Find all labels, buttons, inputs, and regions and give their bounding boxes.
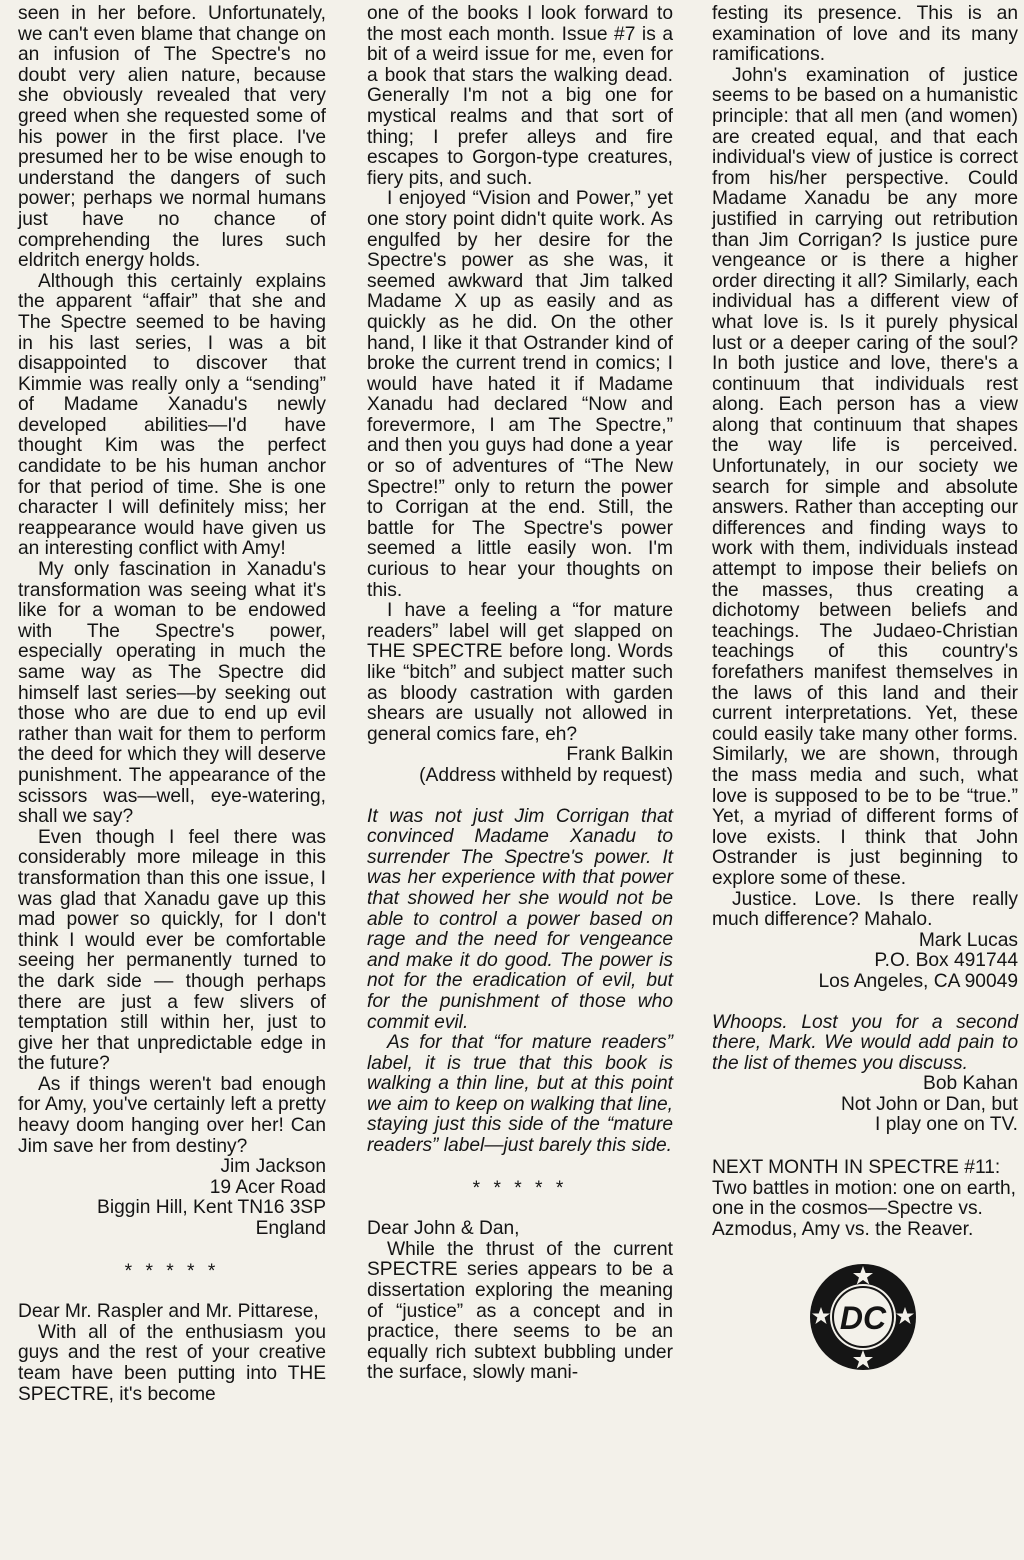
- letter-paragraph: one of the books I look forward to the most each month. Issue #7 is a bit of a weird issue for me, even for a book that stars the walking dead. Generally I'm not a big one for mystical realms and that sort of thing; I prefer alleys and fire escapes to Gorgon-type creatures, fiery pits, and such.: [367, 3, 673, 189]
- signature-line: Frank Balkin: [566, 744, 673, 766]
- editor-reply: It was not just Jim Corrigan that convinced Madame Xanadu to surrender The Spectre's power. It was her experience with that power that showed her she would not be able to control a power based on rage and the need for vengeance and make it do good. The power is not for the eradication of evil, but for the punishment of those who commit evil.: [367, 805, 673, 1033]
- letter-paragraph: festing its presence. This is an examination of love and its many ramifications.: [712, 3, 1018, 66]
- letter-paragraph: Although this certainly explains the apparent “affair” that she and The Spectre seemed to be having in his last series, I was a bit disappointed to discover that Kimmie was really only a “sending” of Madame Xanadu's newly developed abilities—I'd have thought Kim was the perfect candidate to be his human anchor for that period of time. She is one character I will definitely miss; her reappearance would have given us an interesting conflict with Amy!: [18, 270, 326, 560]
- letter-paragraph: I have a feeling a “for mature readers” label will get slapped on THE SPECTRE before long. Words like “bitch” and subject matter such as bloody castration with garden shears are usually not allowed in general comics fare, eh?: [367, 600, 673, 745]
- signature-line: Biggin Hill, Kent TN16 3SP: [97, 1197, 326, 1219]
- letter-paragraph: While the thrust of the current SPECTRE series appears to be a dissertation exploring the meaning of “justice” as a concept and in practice, there seems to be an equally rich subtext bubbling under the surface, slowly mani-: [367, 1238, 673, 1384]
- dc-logo-icon: [808, 1262, 918, 1372]
- editor-reply: Whoops. Lost you for a second there, Mark. We would add pain to the list of themes you discuss.: [712, 1011, 1018, 1074]
- signature-line: Mark Lucas: [918, 929, 1018, 951]
- separator: * * * * *: [472, 1177, 568, 1199]
- signature-line: Jim Jackson: [220, 1156, 326, 1178]
- letter-paragraph: I enjoyed “Vision and Power,” yet one story point didn't quite work. As engulfed by her desire for the Spectre's power as she was, it seemed awkward that Jim talked Madame X up as easily and as quickly as he did. On the other hand, I like it that Ostrander kind of broke the current trend in comics; I would have hated it if Madame Xanadu had declared “Now and forevermore, I am The Spectre,” and then you guys had done a year or so of adventures of “The New Spectre!” only to return the power to Corrigan at the end. Still, the battle for The Spectre's power seemed a little easily won. I'm curious to hear your thoughts on this.: [367, 188, 673, 601]
- signature-frank-balkin: [367, 745, 673, 786]
- next-month-preview: [712, 1158, 1018, 1240]
- column-1: [18, 4, 326, 1405]
- signature-line: Not John or Dan, but: [840, 1093, 1018, 1115]
- letter-paragraph: As if things weren't bad enough for Amy, you've certainly left a pretty heavy doom hanging over her! Can Jim save her from destiny?: [18, 1073, 326, 1157]
- column-2: [367, 4, 673, 1384]
- separator: * * * * *: [124, 1260, 220, 1282]
- letter-paragraph: Justice. Love. Is there really much difference? Mahalo.: [712, 888, 1018, 931]
- letter-paragraph: John's examination of justice seems to be based on a humanistic principle: that all men (and women) are created equal, and that each individual's view of justice is correct from his/her perspective. Could Madame Xanadu be any more justified in carrying out retribution than Jim Corrigan? Is justice pure vengeance or is there a higher order directing it all? Similarly, each individual has a different view of what love is. Is it purely physical lust or a deeper caring of the soul? In both justice and love, there's a continuum that individuals rest along. Each person has a view along that continuum that shapes the way life is perceived. Unfortunately, in our society we search for simple and absolute answers. Rather than accepting our differences and finding ways to work with them, individuals instead attempt to impose their beliefs on the masses, thus creating a dichotomy between beliefs and teachings. The Judaeo-Christian teachings of this country's forefathers manifest themselves in the laws of this land and their current interpretations. Yet, these could easily take many other forms. Similarly, we are shown, through the mass media and such, what love is supposed to be to be “true.” Yet, a myriad of different forms of love exists. I think that John Ostrander is just beginning to explore some of these.: [712, 64, 1018, 889]
- signature-line: England: [255, 1218, 326, 1240]
- signature-line: I play one on TV.: [875, 1114, 1018, 1136]
- letter-paragraph: With all of the enthusiasm you guys and the rest of your creative team have been putting into THE SPECTRE, it's become: [18, 1321, 326, 1405]
- signature-line: 19 Acer Road: [209, 1176, 326, 1198]
- letter-paragraph: Even though I feel there was considerably more mileage in this transformation than this one issue, I was glad that Xanadu gave up this mad power so quickly, for I don't think I would ever be comfortable seeing her permanently turned to the dark side — though perhaps there are just a few slivers of temptation still within her, just to give her that unpredictable edge in the future?: [18, 826, 326, 1075]
- dc-logo-text: DC: [839, 1300, 887, 1337]
- salutation: Dear Mr. Raspler and Mr. Pittarese,: [18, 1301, 319, 1323]
- letter-paragraph: My only fascination in Xanadu's transformation was seeing what it's like for a woman to be endowed with The Spectre's power, especially operating in much the same way as The Spectre did himself last series—by seeking out those who are due to end up evil rather than wait for them to perform the deed for which they will deserve punishment. The appearance of the scissors was—well, eye-watering, shall we say?: [18, 559, 326, 828]
- salutation: Dear John & Dan,: [367, 1218, 520, 1240]
- signature-line: (Address withheld by request): [419, 764, 673, 786]
- signature-line: Bob Kahan: [923, 1073, 1018, 1095]
- next-month-text: Two battles in motion: one on earth, one in the cosmos—Spectre vs. Azmodus, Amy vs. the Reaver.: [712, 1177, 1016, 1240]
- next-month-label: NEXT MONTH IN SPECTRE #11:: [712, 1157, 1001, 1179]
- signature-line: Los Angeles, CA 90049: [818, 970, 1018, 992]
- signature-line: P.O. Box 491744: [874, 950, 1018, 972]
- letter-paragraph: seen in her before. Unfortunately, we can't even blame that change on an infusion of The Spectre's no doubt very alien nature, because she obviously revealed that very greed when she requested some of his power in the first place. I've presumed her to be wise enough to understand the dangers of such power; perhaps we normal humans just have no chance of comprehending the lures such eldritch energy holds.: [18, 3, 326, 272]
- column-3: [712, 4, 1018, 1378]
- signature-jim-jackson: [18, 1157, 326, 1239]
- signature-mark-lucas: [712, 931, 1018, 993]
- editor-reply: As for that “for mature readers” label, it is true that this book is walking a thin line, but at this point we aim to keep on walking that line, staying just this side of the “mature readers” label—just barely this side.: [367, 1032, 673, 1157]
- signature-bob-kahan: [712, 1074, 1018, 1136]
